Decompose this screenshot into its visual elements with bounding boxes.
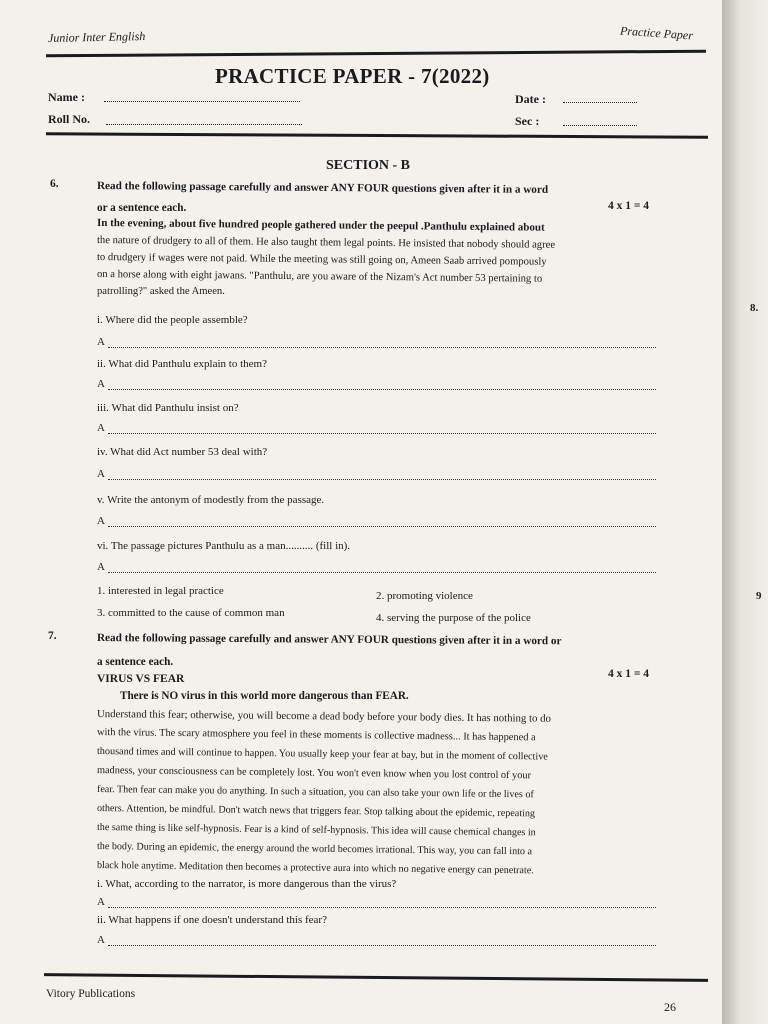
name-field[interactable] [104, 92, 300, 102]
q6-option-2: 2. promoting violence [376, 590, 473, 602]
q7-answer-line-1[interactable] [108, 907, 656, 908]
q6-passage-line2: the nature of drudgery to all of them. He also taught them legal points. He insisted that nobody should agree [96, 235, 556, 251]
q7-passage-line2: with the virus. The scary atmosphere you feel in these moments is collective madness... It has happened a [96, 727, 536, 744]
q6-option-1: 1. interested in legal practice [97, 585, 224, 597]
page-number: 26 [664, 1000, 676, 1014]
q6-answer-line-6[interactable] [108, 572, 656, 573]
running-header-left: Junior Inter English [47, 28, 146, 46]
q6-answer-label-5: A [97, 515, 105, 527]
q7-passage-line8: the body. During an epidemic, the energy around the world becomes irrational. This way, you can fall into a [96, 841, 533, 858]
running-header-right: Practice Paper [619, 23, 694, 43]
q7-passage-line1: Understand this fear; otherwise, you will become a dead body before your body dies. It has nothing to do [96, 708, 552, 725]
q7-answer-label-2: A [97, 934, 105, 946]
footer-rule [44, 973, 708, 982]
q6-option-4: 4. serving the purpose of the police [376, 612, 531, 624]
q7-answer-line-2[interactable] [108, 945, 656, 946]
q6-answer-label-6: A [97, 561, 105, 573]
q7-passage-line7: the same thing is like self-hypnosis. Fear is a kind of self-hypnosis. This idea will cause chemical changes in [96, 822, 536, 839]
q7-answer-label-1: A [97, 896, 105, 908]
q6-answer-label-4: A [97, 468, 105, 480]
q7-marks: 4 x 1 = 4 [608, 668, 650, 680]
q7-instruction-line1: Read the following passage carefully and answer ANY FOUR questions given after it in a word or [96, 632, 562, 648]
q7-number: 7. [48, 630, 57, 642]
q6-question-4: iv. What did Act number 53 deal with? [97, 446, 268, 458]
q6-answer-label-3: A [97, 422, 105, 434]
q6-answer-line-3[interactable] [108, 433, 656, 434]
facing-page-mark-8: 8. [750, 302, 759, 314]
date-label: Date : [515, 92, 546, 106]
q7-passage-line5: fear. Then fear can make you do anything. In such a situation, you can also take your own life or the lives of [96, 784, 534, 801]
q6-question-3: iii. What did Panthulu insist on? [97, 402, 239, 414]
q7-passage-heading: VIRUS VS FEAR [97, 673, 185, 685]
q7-passage-lead: There is NO virus in this world more dangerous than FEAR. [120, 690, 409, 702]
sec-label: Sec : [515, 114, 540, 128]
q7-question-1: i. What, according to the narrator, is more dangerous than the virus? [97, 878, 397, 890]
section-heading: SECTION - B [326, 158, 411, 173]
q6-question-5: v. Write the antonym of modestly from the passage. [97, 494, 325, 506]
header-bottom-rule [46, 132, 708, 138]
q7-instruction-line2: a sentence each. [97, 656, 174, 668]
q6-answer-line-5[interactable] [108, 526, 656, 527]
q6-question-1: i. Where did the people assemble? [97, 314, 248, 326]
q7-question-2: ii. What happens if one doesn't understand this fear? [97, 914, 327, 926]
roll-field[interactable] [106, 115, 302, 125]
q6-question-6: vi. The passage pictures Panthulu as a man.......... (fill in). [97, 540, 351, 552]
q6-question-2: ii. What did Panthulu explain to them? [97, 358, 267, 370]
q6-marks: 4 x 1 = 4 [608, 200, 650, 212]
q6-instruction-line2: or a sentence each. [97, 202, 187, 214]
sec-field[interactable] [563, 116, 637, 126]
name-label: Name : [48, 90, 85, 104]
facing-page-mark-9: 9 [756, 590, 762, 602]
q6-number: 6. [50, 178, 59, 190]
q7-passage-line3: thousand times and will continue to happen. You usually keep your fear at bay, but in the moment of collective [96, 746, 548, 763]
q6-answer-label-2: A [97, 378, 105, 390]
q6-instruction-line1: Read the following passage carefully and answer ANY FOUR questions given after it in a word [96, 180, 549, 196]
roll-label: Roll No. [48, 112, 90, 126]
facing-page-edge [722, 0, 768, 1024]
date-field[interactable] [563, 93, 637, 103]
q7-passage-line9: black hole anytime. Meditation then becomes a protective aura into which no negative energy can penetrate. [96, 860, 534, 877]
q6-passage-line4: on a horse along with eight jawans. "Panthulu, are you aware of the Nizam's Act number 53 pertaining to [96, 269, 543, 285]
footer-publisher: Vitory Publications [46, 988, 136, 1000]
q6-passage-line5: patrolling?" asked the Ameen. [97, 286, 225, 297]
q6-answer-line-1[interactable] [108, 347, 656, 348]
q7-passage-line4: madness, your consciousness can be completely lost. You won't even know when you lost control of your [96, 765, 532, 782]
q6-option-3: 3. committed to the cause of common man [97, 607, 285, 619]
q6-answer-line-4[interactable] [108, 479, 656, 480]
header-rule [46, 50, 706, 58]
q6-passage-line3: to drudgery if wages were not paid. While the meeting was still going on, Ameen Saab arrived pompously [96, 252, 547, 268]
q7-passage-line6: others. Attention, be mindful. Don't watch news that triggers fear. Stop talking about the epidemic, repeating [96, 803, 536, 820]
q6-answer-label-1: A [97, 336, 105, 348]
page-title: PRACTICE PAPER - 7(2022) [215, 64, 490, 88]
q6-answer-line-2[interactable] [108, 389, 656, 390]
q6-passage-line1: In the evening, about five hundred people gathered under the peepul .Panthulu explained about [96, 217, 545, 234]
